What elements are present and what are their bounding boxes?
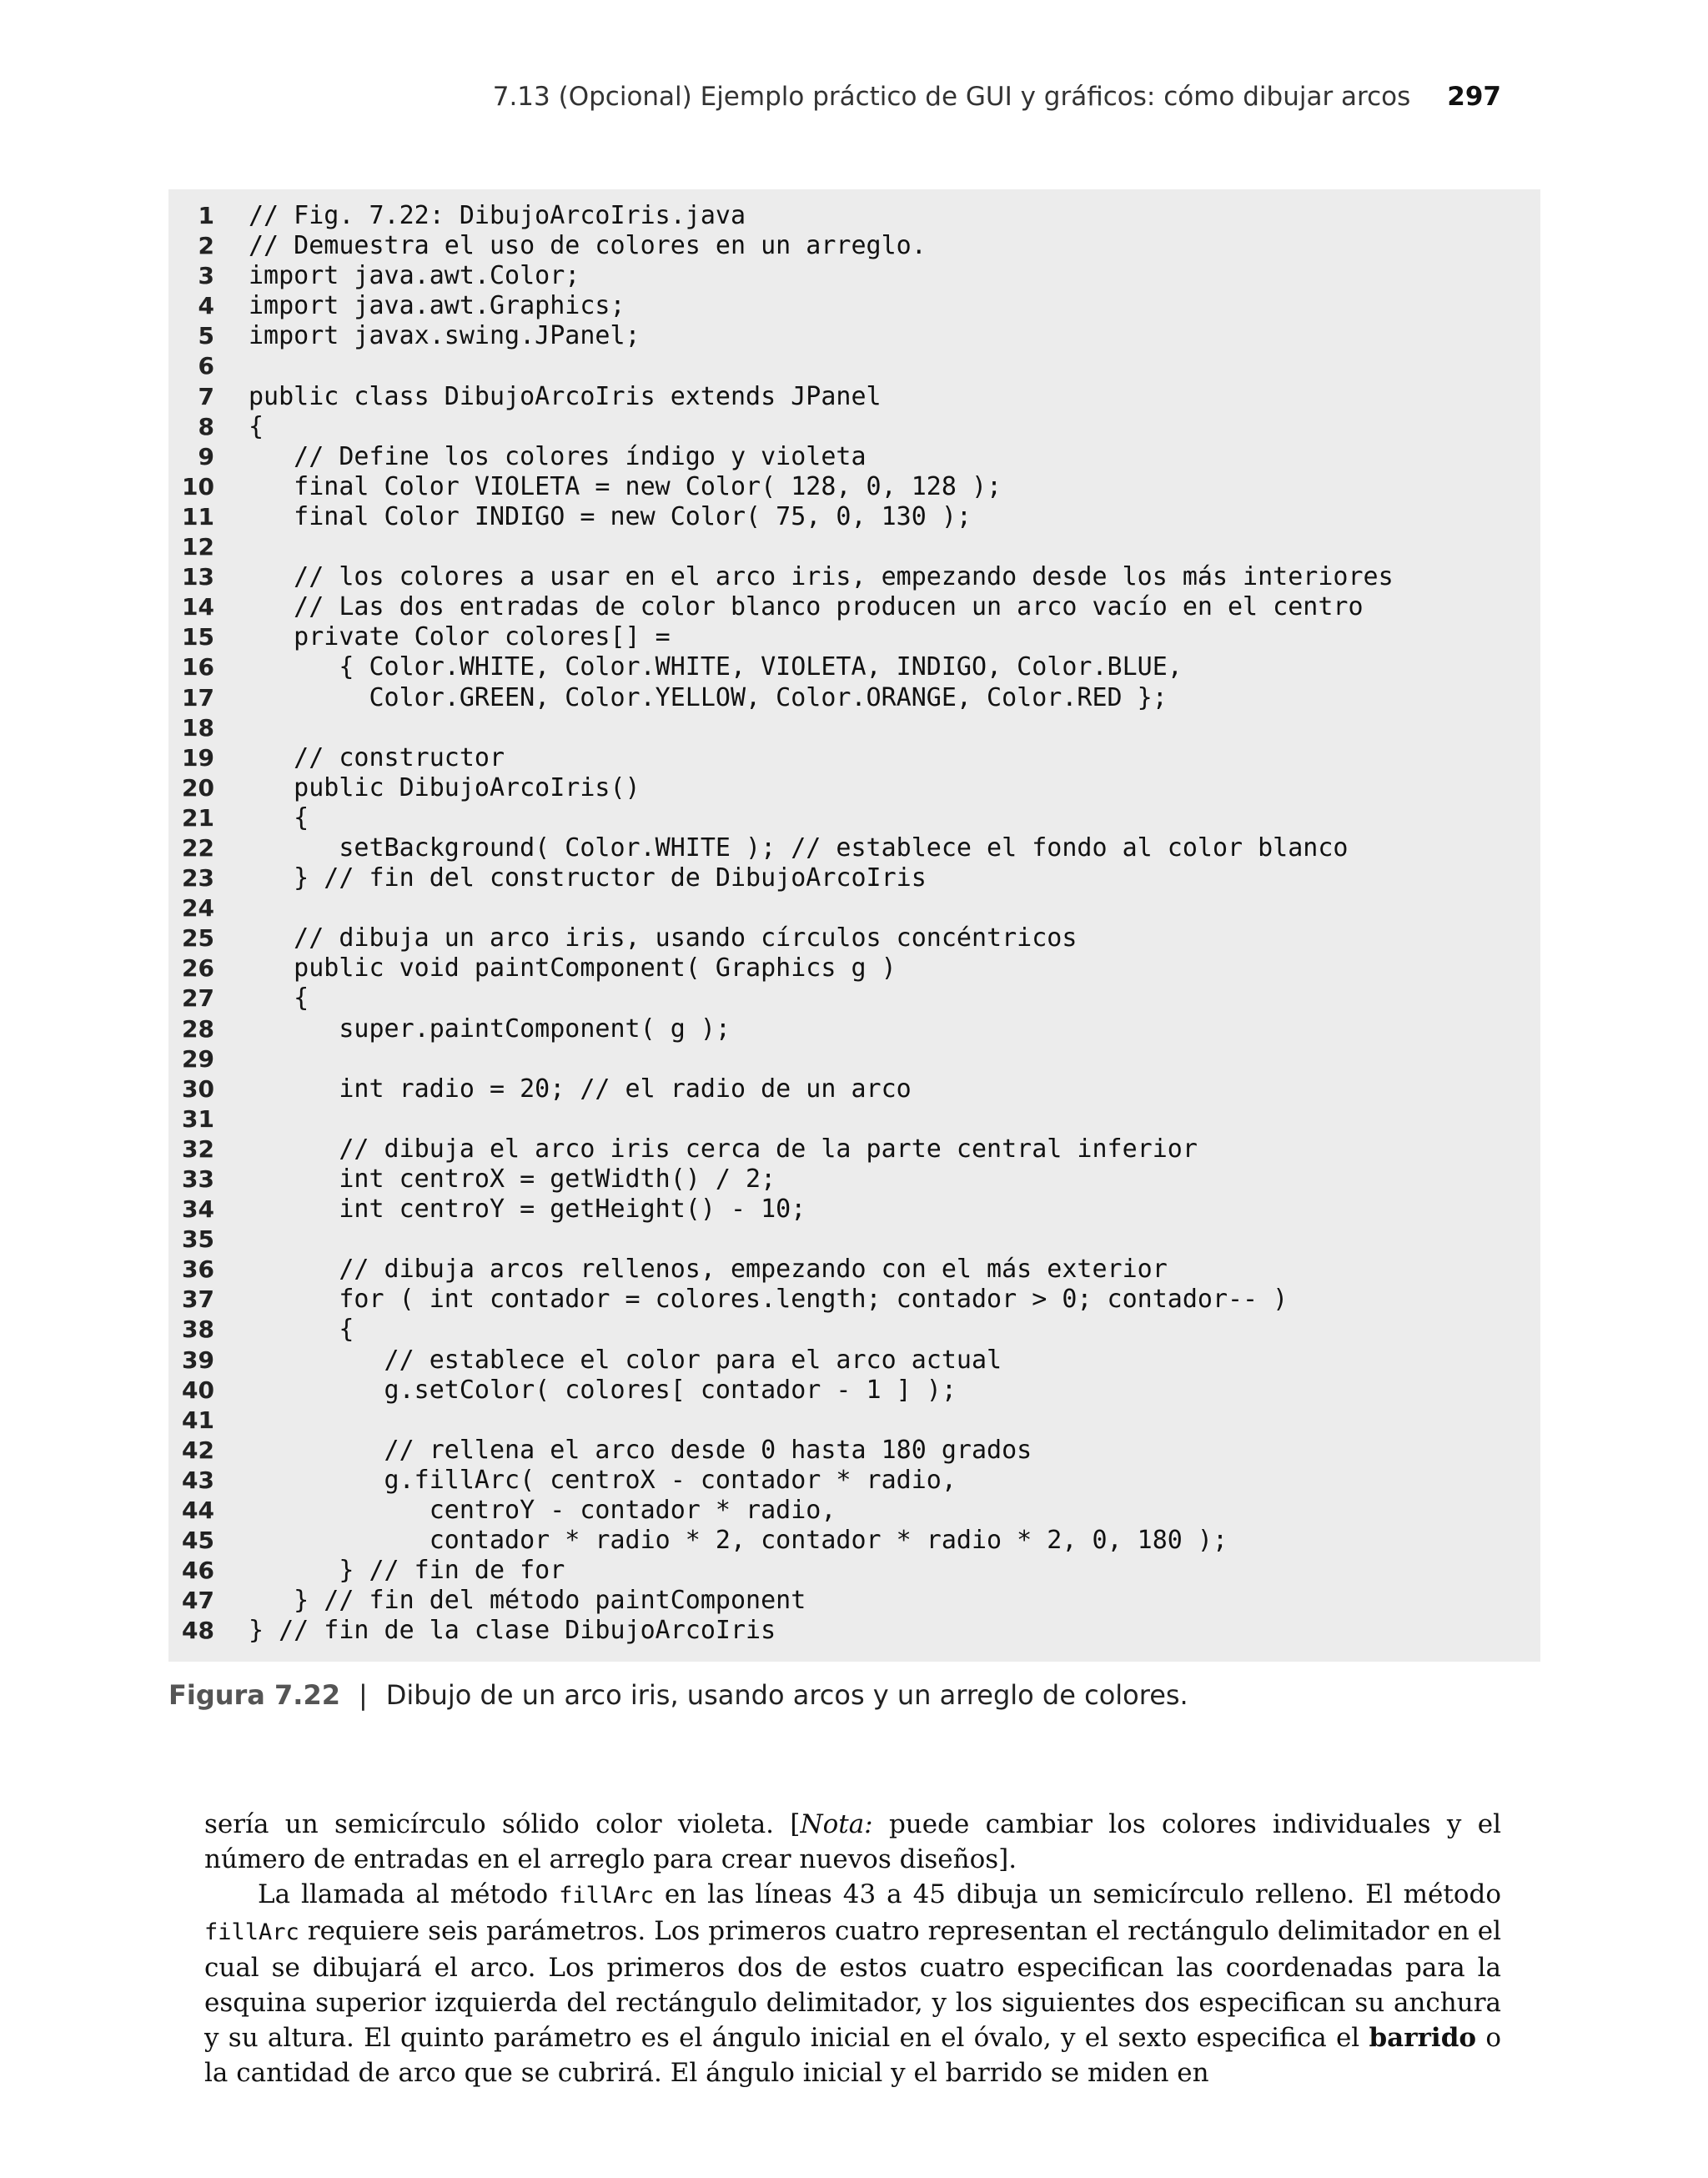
code-text: // Fig. 7.22: DibujoArcoIris.java [249, 201, 746, 230]
code-text: // rellena el arco desde 0 hasta 180 grados [249, 1435, 1032, 1465]
code-text: { [249, 802, 309, 832]
code-line [168, 1044, 1540, 1074]
line-number: 5 [198, 322, 214, 350]
code-text: { [249, 411, 264, 441]
code-line [168, 1074, 1540, 1104]
line-number: 25 [182, 924, 214, 953]
code-text: // establece el color para el arco actual [249, 1345, 1002, 1375]
line-number: 48 [182, 1617, 214, 1645]
p2-text-b: en las líneas 43 a 45 dibuja un semicírculo relleno. El método [653, 1879, 1501, 1909]
code-line [168, 683, 1540, 713]
line-number: 15 [182, 623, 214, 651]
line-number: 33 [182, 1165, 214, 1193]
code-line [168, 1346, 1540, 1376]
line-number: 7 [198, 382, 214, 410]
p1-text-a: sería un semicírculo sólido color violeta. [ [204, 1809, 801, 1839]
code-line [168, 1406, 1540, 1436]
line-number: 6 [198, 352, 214, 380]
code-line [168, 953, 1540, 983]
body-text [204, 1807, 1501, 2090]
code-line [168, 472, 1540, 502]
p1-text-b: puede cambiar los colores individuales y el número de entradas en el arreglo para crear nuevos diseños]. [204, 1809, 1501, 1874]
line-number: 47 [182, 1587, 214, 1615]
inline-code-fillarc-2: fillArc [204, 1919, 299, 1945]
line-number: 27 [182, 984, 214, 1013]
caption-text: Dibujo de un arco iris, usando arcos y un arreglo de colores. [385, 1679, 1188, 1711]
line-number: 22 [182, 833, 214, 862]
code-line [168, 1104, 1540, 1134]
code-text: // los colores a usar en el arco iris, empezando desde los más interiores [249, 562, 1394, 592]
code-line [168, 1285, 1540, 1315]
p2-text-a: La llamada al método [258, 1879, 560, 1909]
line-number: 10 [182, 472, 214, 500]
line-number: 41 [182, 1406, 214, 1434]
code-text: } // fin de la clase DibujoArcoIris [249, 1616, 776, 1646]
line-number: 20 [182, 773, 214, 802]
code-listing [168, 189, 1540, 1662]
code-text: final Color INDIGO = new Color( 75, 0, 130 ); [249, 501, 972, 531]
code-line [168, 351, 1540, 381]
code-text: int centroX = getWidth() / 2; [249, 1164, 776, 1194]
code-line [168, 412, 1540, 442]
code-line [168, 1436, 1540, 1466]
line-number: 34 [182, 1195, 214, 1224]
code-line [168, 382, 1540, 412]
code-line [168, 923, 1540, 953]
code-line [168, 442, 1540, 472]
code-line [168, 1164, 1540, 1195]
code-text: int radio = 20; // el radio de un arco [249, 1074, 912, 1104]
code-line [168, 713, 1540, 743]
code-text: // dibuja arcos rellenos, empezando con el más exterior [249, 1255, 1168, 1285]
code-line [168, 893, 1540, 923]
code-line [168, 622, 1540, 652]
code-line [168, 803, 1540, 833]
figure-label: Figura 7.22 [168, 1679, 340, 1711]
line-number: 18 [182, 713, 214, 742]
line-number: 38 [182, 1315, 214, 1344]
code-line [168, 321, 1540, 351]
code-text: public class DibujoArcoIris extends JPanel [249, 381, 882, 411]
code-line [168, 652, 1540, 682]
line-number: 13 [182, 563, 214, 591]
line-number: 4 [198, 292, 214, 320]
line-number: 23 [182, 864, 214, 893]
code-line [168, 231, 1540, 261]
line-number: 36 [182, 1255, 214, 1284]
code-text: } // fin de for [249, 1556, 565, 1586]
code-line [168, 291, 1540, 321]
code-line [168, 201, 1540, 231]
line-number: 39 [182, 1346, 214, 1374]
code-line [168, 1315, 1540, 1345]
caption-separator: | [358, 1679, 368, 1711]
code-line [168, 1225, 1540, 1255]
line-number: 43 [182, 1466, 214, 1494]
code-text: { Color.WHITE, Color.WHITE, VIOLETA, INDIGO, Color.BLUE, [249, 652, 1183, 682]
line-number: 2 [198, 232, 214, 260]
code-text: { [249, 1315, 354, 1345]
line-number: 12 [182, 533, 214, 561]
line-number: 42 [182, 1436, 214, 1464]
code-text: private Color colores[] = [249, 622, 671, 652]
line-number: 11 [182, 502, 214, 531]
code-text: { [249, 983, 309, 1014]
code-text: centroY - contador * radio, [249, 1496, 836, 1526]
code-line [168, 773, 1540, 803]
code-line [168, 1376, 1540, 1406]
code-text: // dibuja el arco iris cerca de la parte central inferior [249, 1134, 1198, 1164]
line-number: 44 [182, 1496, 214, 1525]
code-text: Color.GREEN, Color.YELLOW, Color.ORANGE, Color.RED }; [249, 682, 1168, 712]
line-number: 8 [198, 412, 214, 440]
p2-text-c: requiere seis parámetros. Los primeros cuatro representan el rectángulo delimitador en el cual se dibujará el arco. Los primeros dos de estos cuatro especifican las coordenadas para la esquina superior izquierda del rectángulo delimitador, y los siguientes dos especifican su anchura y su altura. El quinto parámetro es el ángulo inicial en el óvalo, y el sexto especifica el [204, 1916, 1501, 2053]
code-line [168, 502, 1540, 532]
code-line [168, 261, 1540, 291]
inline-code-fillarc: fillArc [559, 1883, 654, 1909]
code-text: contador * radio * 2, contador * radio * 2, 0, 180 ); [249, 1526, 1228, 1556]
code-text: int centroY = getHeight() - 10; [249, 1195, 806, 1225]
code-line [168, 1134, 1540, 1164]
line-number: 19 [182, 743, 214, 772]
code-line [168, 1616, 1540, 1646]
code-text: // dibuja un arco iris, usando círculos concéntricos [249, 923, 1078, 953]
code-text: g.fillArc( centroX - contador * radio, [249, 1465, 957, 1495]
line-number: 45 [182, 1527, 214, 1555]
line-number: 31 [182, 1104, 214, 1133]
page-number: 297 [1447, 82, 1501, 112]
line-number: 24 [182, 894, 214, 923]
code-text: import java.awt.Color; [249, 261, 580, 291]
code-text: } // fin del método paintComponent [249, 1586, 806, 1616]
code-line [168, 1195, 1540, 1225]
code-line [168, 983, 1540, 1014]
line-number: 1 [198, 202, 214, 229]
code-line [168, 1526, 1540, 1556]
code-line [168, 833, 1540, 863]
line-number: 40 [182, 1376, 214, 1404]
code-line [168, 743, 1540, 773]
code-line [168, 592, 1540, 622]
p2-text-d: o la cantidad de arco que se cubrirá. El ángulo inicial y el barrido se miden en [204, 2023, 1501, 2088]
term-barrido: barrido [1369, 2023, 1477, 2053]
line-number: 9 [198, 442, 214, 470]
code-text: public DibujoArcoIris() [249, 772, 640, 802]
code-line [168, 1496, 1540, 1526]
running-header [334, 82, 1501, 112]
code-line [168, 1014, 1540, 1044]
line-number: 28 [182, 1014, 214, 1043]
code-text: // Demuestra el uso de colores en un arreglo. [249, 231, 927, 261]
nota-label: Nota: [800, 1809, 873, 1839]
code-text: import javax.swing.JPanel; [249, 321, 640, 351]
paragraph-1 [204, 1807, 1501, 1877]
code-line [168, 562, 1540, 592]
figure-caption [168, 1679, 1188, 1711]
code-line [168, 1255, 1540, 1285]
line-number: 29 [182, 1044, 214, 1073]
line-number: 3 [198, 262, 214, 290]
line-number: 26 [182, 954, 214, 983]
code-line [168, 532, 1540, 562]
line-number: 37 [182, 1285, 214, 1314]
line-number: 30 [182, 1074, 214, 1103]
code-line [168, 863, 1540, 893]
code-text: import java.awt.Graphics; [249, 291, 625, 321]
code-text: super.paintComponent( g ); [249, 1014, 731, 1044]
line-number: 17 [182, 683, 214, 712]
code-line [168, 1586, 1540, 1616]
line-number: 46 [182, 1557, 214, 1585]
code-text: for ( int contador = colores.length; contador > 0; contador-- ) [249, 1285, 1289, 1315]
code-line [168, 1466, 1540, 1496]
line-number: 32 [182, 1134, 214, 1163]
code-text: public void paintComponent( Graphics g ) [249, 953, 897, 983]
code-line [168, 1556, 1540, 1586]
code-text: setBackground( Color.WHITE ); // establece el fondo al color blanco [249, 832, 1349, 863]
section-title: 7.13 (Opcional) Ejemplo práctico de GUI y gráficos: cómo dibujar arcos [492, 82, 1411, 112]
code-text: } // fin del constructor de DibujoArcoIris [249, 863, 927, 893]
code-text: // Las dos entradas de color blanco producen un arco vacío en el centro [249, 592, 1364, 622]
line-number: 21 [182, 803, 214, 832]
code-text: final Color VIOLETA = new Color( 128, 0, 128 ); [249, 471, 1002, 501]
code-text: // constructor [249, 742, 505, 772]
code-text: // Define los colores índigo y violeta [249, 441, 867, 471]
line-number: 35 [182, 1225, 214, 1254]
code-lines [168, 201, 1540, 1647]
line-number: 16 [182, 653, 214, 682]
paragraph-2 [204, 1877, 1501, 2090]
line-number: 14 [182, 593, 214, 621]
code-text: g.setColor( colores[ contador - 1 ] ); [249, 1375, 957, 1405]
